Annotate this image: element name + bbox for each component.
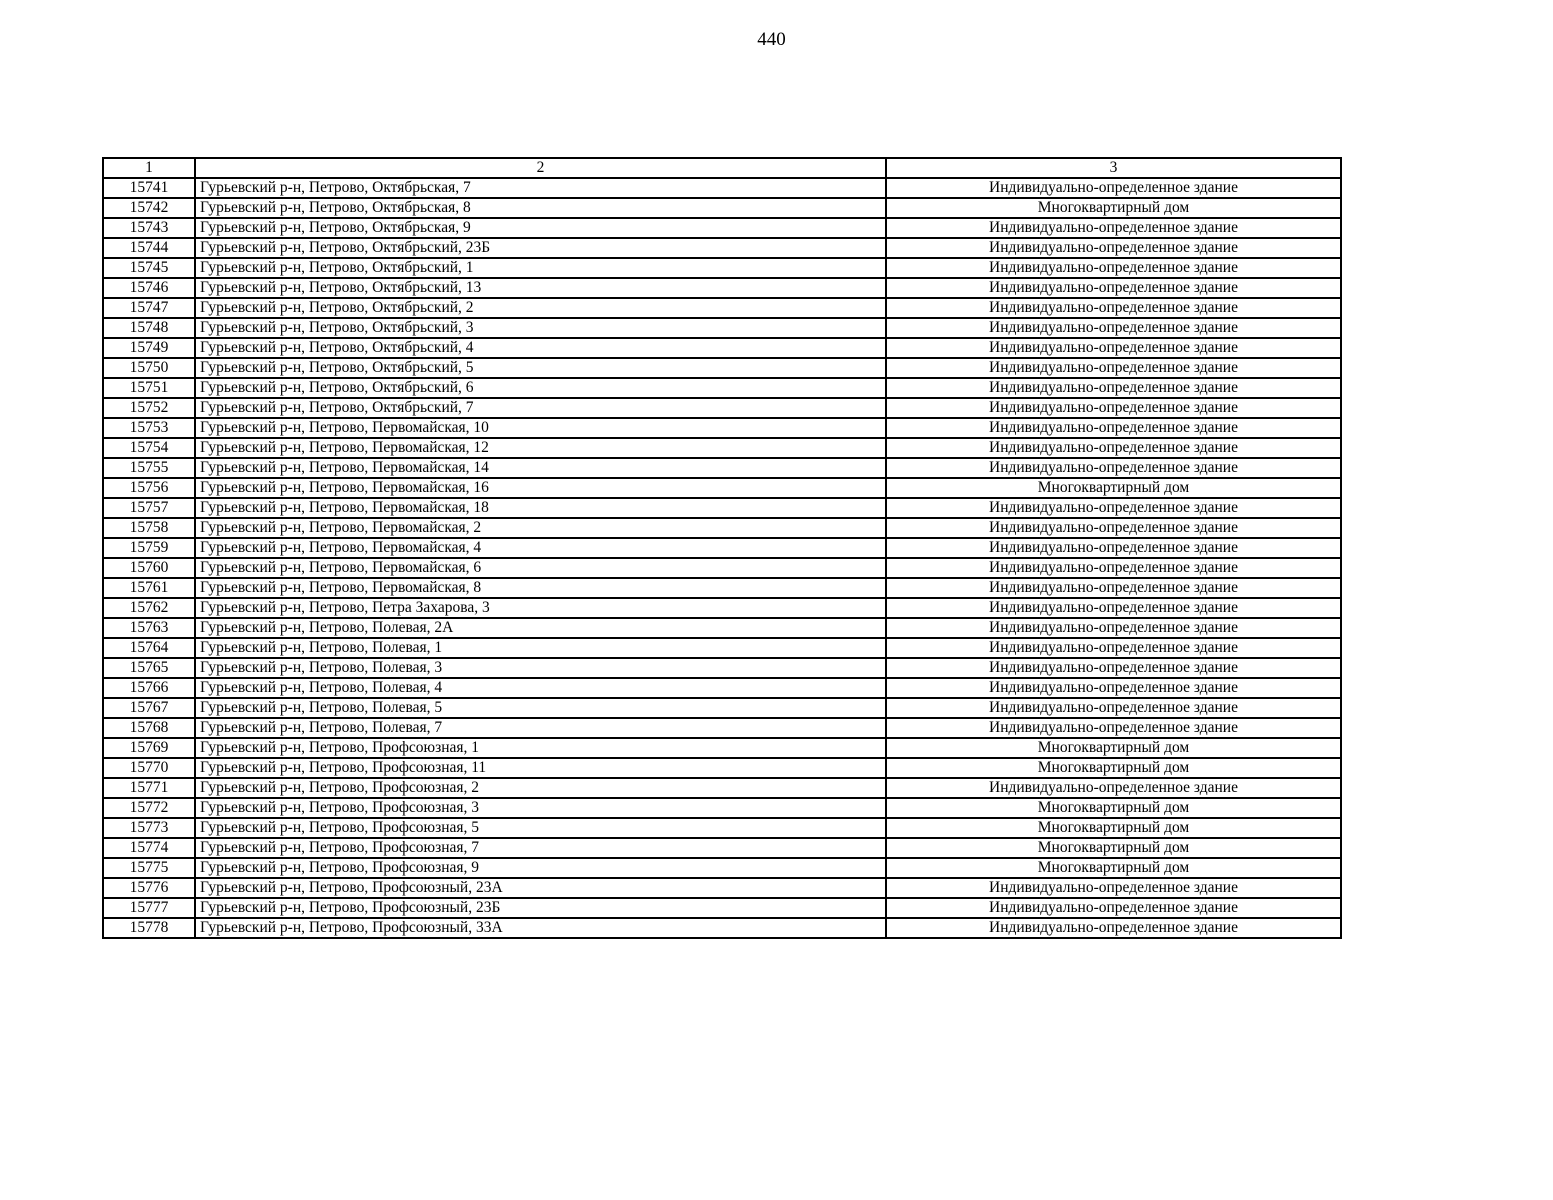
address-cell: Гурьевский р-н, Петрово, Профсоюзная, 11 — [195, 758, 886, 778]
row-number-cell: 15774 — [103, 838, 195, 858]
address-cell: Гурьевский р-н, Петрово, Профсоюзный, 23Б — [195, 898, 886, 918]
address-cell: Гурьевский р-н, Петрово, Первомайская, 2 — [195, 518, 886, 538]
address-cell: Гурьевский р-н, Петрово, Первомайская, 6 — [195, 558, 886, 578]
address-cell: Гурьевский р-н, Петрово, Октябрьский, 2 — [195, 298, 886, 318]
table-row — [103, 618, 1341, 638]
row-number-cell: 15765 — [103, 658, 195, 678]
row-number-cell: 15757 — [103, 498, 195, 518]
building-type-cell: Индивидуально-определенное здание — [886, 238, 1341, 258]
row-number-cell: 15752 — [103, 398, 195, 418]
building-type-cell: Индивидуально-определенное здание — [886, 558, 1341, 578]
address-cell: Гурьевский р-н, Петрово, Профсоюзная, 9 — [195, 858, 886, 878]
address-cell: Гурьевский р-н, Петрово, Октябрьский, 6 — [195, 378, 886, 398]
building-type-cell: Индивидуально-определенное здание — [886, 698, 1341, 718]
column-header-3: 3 — [886, 158, 1341, 178]
row-number-cell: 15746 — [103, 278, 195, 298]
table-row — [103, 318, 1341, 338]
table-row — [103, 578, 1341, 598]
building-type-cell: Индивидуально-определенное здание — [886, 878, 1341, 898]
building-type-cell: Индивидуально-определенное здание — [886, 678, 1341, 698]
building-type-cell: Индивидуально-определенное здание — [886, 338, 1341, 358]
table-row — [103, 258, 1341, 278]
address-cell: Гурьевский р-н, Петрово, Профсоюзный, 23А — [195, 878, 886, 898]
row-number-cell: 15741 — [103, 178, 195, 198]
row-number-cell: 15747 — [103, 298, 195, 318]
row-number-cell: 15749 — [103, 338, 195, 358]
table-row — [103, 738, 1341, 758]
row-number-cell: 15743 — [103, 218, 195, 238]
building-type-cell: Индивидуально-определенное здание — [886, 358, 1341, 378]
address-cell: Гурьевский р-н, Петрово, Профсоюзная, 2 — [195, 778, 886, 798]
table-row — [103, 698, 1341, 718]
address-cell: Гурьевский р-н, Петрово, Октябрьский, 13 — [195, 278, 886, 298]
address-cell: Гурьевский р-н, Петрово, Полевая, 3 — [195, 658, 886, 678]
building-type-cell: Индивидуально-определенное здание — [886, 318, 1341, 338]
address-cell: Гурьевский р-н, Петрово, Октябрьский, 5 — [195, 358, 886, 378]
table-row — [103, 218, 1341, 238]
column-header-1: 1 — [103, 158, 195, 178]
row-number-cell: 15771 — [103, 778, 195, 798]
row-number-cell: 15755 — [103, 458, 195, 478]
address-cell: Гурьевский р-н, Петрово, Полевая, 1 — [195, 638, 886, 658]
table-row — [103, 598, 1341, 618]
row-number-cell: 15778 — [103, 918, 195, 938]
building-type-cell: Индивидуально-определенное здание — [886, 218, 1341, 238]
row-number-cell: 15772 — [103, 798, 195, 818]
table-row — [103, 718, 1341, 738]
row-number-cell: 15745 — [103, 258, 195, 278]
address-cell: Гурьевский р-н, Петрово, Первомайская, 14 — [195, 458, 886, 478]
address-cell: Гурьевский р-н, Петрово, Профсоюзная, 3 — [195, 798, 886, 818]
address-cell: Гурьевский р-н, Петрово, Первомайская, 10 — [195, 418, 886, 438]
table-row — [103, 398, 1341, 418]
row-number-cell: 15764 — [103, 638, 195, 658]
address-cell: Гурьевский р-н, Петрово, Октябрьский, 7 — [195, 398, 886, 418]
building-type-cell: Индивидуально-определенное здание — [886, 638, 1341, 658]
address-cell: Гурьевский р-н, Петрово, Полевая, 7 — [195, 718, 886, 738]
address-cell: Гурьевский р-н, Петрово, Октябрьская, 7 — [195, 178, 886, 198]
table-row — [103, 458, 1341, 478]
address-cell: Гурьевский р-н, Петрово, Полевая, 4 — [195, 678, 886, 698]
table-row — [103, 538, 1341, 558]
building-type-cell: Индивидуально-определенное здание — [886, 658, 1341, 678]
table-row — [103, 638, 1341, 658]
row-number-cell: 15766 — [103, 678, 195, 698]
row-number-cell: 15756 — [103, 478, 195, 498]
row-number-cell: 15768 — [103, 718, 195, 738]
address-cell: Гурьевский р-н, Петрово, Октябрьский, 1 — [195, 258, 886, 278]
row-number-cell: 15769 — [103, 738, 195, 758]
row-number-cell: 15777 — [103, 898, 195, 918]
building-type-cell: Индивидуально-определенное здание — [886, 618, 1341, 638]
property-register-table — [102, 157, 1342, 939]
building-type-cell: Индивидуально-определенное здание — [886, 418, 1341, 438]
address-cell: Гурьевский р-н, Петрово, Октябрьский, 4 — [195, 338, 886, 358]
table-body — [103, 158, 1341, 938]
building-type-cell: Индивидуально-определенное здание — [886, 598, 1341, 618]
building-type-cell: Индивидуально-определенное здание — [886, 538, 1341, 558]
row-number-cell: 15754 — [103, 438, 195, 458]
building-type-cell: Индивидуально-определенное здание — [886, 518, 1341, 538]
table-row — [103, 858, 1341, 878]
row-number-cell: 15759 — [103, 538, 195, 558]
building-type-cell: Индивидуально-определенное здание — [886, 578, 1341, 598]
row-number-cell: 15767 — [103, 698, 195, 718]
address-cell: Гурьевский р-н, Петрово, Первомайская, 12 — [195, 438, 886, 458]
building-type-cell: Индивидуально-определенное здание — [886, 438, 1341, 458]
building-type-cell: Индивидуально-определенное здание — [886, 378, 1341, 398]
row-number-cell: 15762 — [103, 598, 195, 618]
table-row — [103, 298, 1341, 318]
address-cell: Гурьевский р-н, Петрово, Профсоюзная, 5 — [195, 818, 886, 838]
table-row — [103, 898, 1341, 918]
address-cell: Гурьевский р-н, Петрово, Первомайская, 8 — [195, 578, 886, 598]
row-number-cell: 15770 — [103, 758, 195, 778]
building-type-cell: Индивидуально-определенное здание — [886, 178, 1341, 198]
address-cell: Гурьевский р-н, Петрово, Профсоюзная, 1 — [195, 738, 886, 758]
table-row — [103, 278, 1341, 298]
building-type-cell: Многоквартирный дом — [886, 758, 1341, 778]
table-row — [103, 478, 1341, 498]
address-cell: Гурьевский р-н, Петрово, Полевая, 2А — [195, 618, 886, 638]
table-row — [103, 518, 1341, 538]
building-type-cell: Многоквартирный дом — [886, 838, 1341, 858]
row-number-cell: 15775 — [103, 858, 195, 878]
column-header-2: 2 — [195, 158, 886, 178]
building-type-cell: Многоквартирный дом — [886, 858, 1341, 878]
row-number-cell: 15761 — [103, 578, 195, 598]
table-row — [103, 838, 1341, 858]
building-type-cell: Индивидуально-определенное здание — [886, 298, 1341, 318]
building-type-cell: Индивидуально-определенное здание — [886, 458, 1341, 478]
address-cell: Гурьевский р-н, Петрово, Полевая, 5 — [195, 698, 886, 718]
building-type-cell: Многоквартирный дом — [886, 478, 1341, 498]
table-row — [103, 418, 1341, 438]
address-cell: Гурьевский р-н, Петрово, Первомайская, 4 — [195, 538, 886, 558]
address-cell: Гурьевский р-н, Петрово, Октябрьский, 3 — [195, 318, 886, 338]
row-number-cell: 15776 — [103, 878, 195, 898]
page-number: 440 — [757, 29, 786, 50]
row-number-cell: 15742 — [103, 198, 195, 218]
table-row — [103, 798, 1341, 818]
building-type-cell: Многоквартирный дом — [886, 818, 1341, 838]
table-row — [103, 878, 1341, 898]
address-cell: Гурьевский р-н, Петрово, Профсоюзная, 7 — [195, 838, 886, 858]
table-row — [103, 818, 1341, 838]
address-cell: Гурьевский р-н, Петрово, Петра Захарова, 3 — [195, 598, 886, 618]
building-type-cell: Индивидуально-определенное здание — [886, 498, 1341, 518]
row-number-cell: 15758 — [103, 518, 195, 538]
building-type-cell: Индивидуально-определенное здание — [886, 398, 1341, 418]
row-number-cell: 15760 — [103, 558, 195, 578]
building-type-cell: Индивидуально-определенное здание — [886, 778, 1341, 798]
row-number-cell: 15748 — [103, 318, 195, 338]
building-type-cell: Индивидуально-определенное здание — [886, 718, 1341, 738]
address-cell: Гурьевский р-н, Петрово, Профсоюзный, 33А — [195, 918, 886, 938]
row-number-cell: 15773 — [103, 818, 195, 838]
building-type-cell: Многоквартирный дом — [886, 798, 1341, 818]
table-row — [103, 778, 1341, 798]
building-type-cell: Многоквартирный дом — [886, 198, 1341, 218]
address-cell: Гурьевский р-н, Петрово, Первомайская, 16 — [195, 478, 886, 498]
table-row — [103, 438, 1341, 458]
table-row — [103, 498, 1341, 518]
building-type-cell: Индивидуально-определенное здание — [886, 918, 1341, 938]
table-row — [103, 358, 1341, 378]
table-row — [103, 658, 1341, 678]
address-cell: Гурьевский р-н, Петрово, Октябрьский, 23Б — [195, 238, 886, 258]
address-cell: Гурьевский р-н, Петрово, Октябрьская, 8 — [195, 198, 886, 218]
building-type-cell: Индивидуально-определенное здание — [886, 258, 1341, 278]
table-row — [103, 918, 1341, 938]
table-row — [103, 198, 1341, 218]
building-type-cell: Индивидуально-определенное здание — [886, 278, 1341, 298]
table-row — [103, 178, 1341, 198]
building-type-cell: Индивидуально-определенное здание — [886, 898, 1341, 918]
address-cell: Гурьевский р-н, Петрово, Октябрьская, 9 — [195, 218, 886, 238]
row-number-cell: 15763 — [103, 618, 195, 638]
table-row — [103, 678, 1341, 698]
row-number-cell: 15751 — [103, 378, 195, 398]
table-row — [103, 238, 1341, 258]
address-cell: Гурьевский р-н, Петрово, Первомайская, 18 — [195, 498, 886, 518]
row-number-cell: 15753 — [103, 418, 195, 438]
row-number-cell: 15750 — [103, 358, 195, 378]
table-row — [103, 558, 1341, 578]
table-row — [103, 378, 1341, 398]
table-header-row — [103, 158, 1341, 178]
row-number-cell: 15744 — [103, 238, 195, 258]
building-type-cell: Многоквартирный дом — [886, 738, 1341, 758]
table-row — [103, 758, 1341, 778]
table-row — [103, 338, 1341, 358]
